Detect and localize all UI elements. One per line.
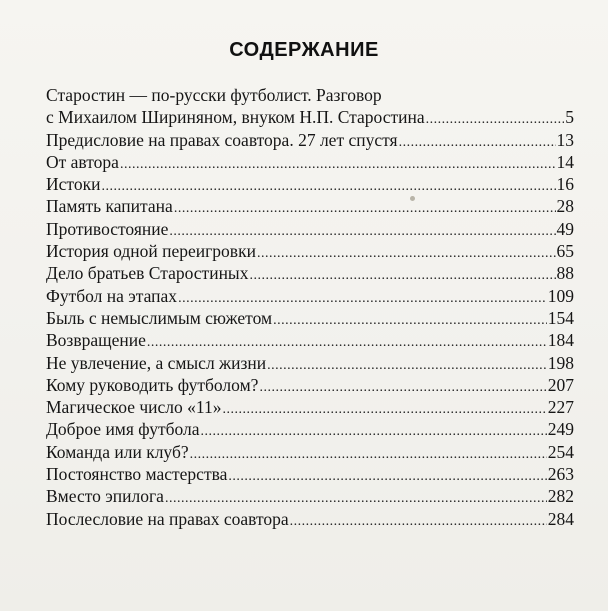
toc-entry	[46, 352, 574, 374]
toc-entry	[46, 441, 574, 463]
toc-entry-label: Возвращение	[46, 330, 146, 351]
toc-entry-page: 254	[547, 441, 574, 462]
toc-entry-page: 284	[547, 508, 574, 529]
toc-entry-page: 5	[565, 107, 574, 128]
paper-speck	[410, 196, 415, 201]
toc-entry	[46, 262, 574, 284]
toc-entry	[46, 173, 574, 195]
toc-entry	[46, 508, 574, 530]
toc-entry-page: 16	[556, 174, 574, 195]
toc-entry-page: 207	[547, 374, 574, 395]
toc-entry	[46, 396, 574, 418]
toc-entry-label: Доброе имя футбола	[46, 419, 200, 440]
toc-entry-label: Дело братьев Старостиных	[46, 263, 249, 284]
toc-entry-label: От автора	[46, 151, 119, 172]
toc-entry-label: Предисловие на правах соавтора. 27 лет спустя	[46, 129, 398, 150]
toc-entry	[46, 418, 574, 440]
toc-entry-label: Послесловие на правах соавтора	[46, 508, 289, 529]
toc-entry-label-line1: Старостин — по-русски футболист. Разговор	[46, 85, 382, 105]
toc-entry	[46, 129, 574, 151]
toc-entry	[46, 195, 574, 217]
toc-entry-label: Память капитана	[46, 196, 173, 217]
toc-entry-page: 227	[547, 397, 574, 418]
toc-entry-page: 282	[547, 486, 574, 507]
toc-entry-page: 154	[547, 307, 574, 328]
toc-entry-label: Быль с немыслимым сюжетом	[46, 307, 273, 328]
toc-entry-label: Противостояние	[46, 218, 169, 239]
toc-entry-page: 14	[556, 151, 574, 172]
toc-entry-page: 65	[556, 241, 574, 262]
toc-entry	[46, 374, 574, 396]
toc-entry-label: Футбол на этапах	[46, 285, 178, 306]
toc-entry-page: 184	[547, 330, 574, 351]
toc-entry	[46, 240, 574, 262]
toc-entry-label: Истоки	[46, 174, 101, 195]
toc-entry-label: Не увлечение, а смысл жизни	[46, 352, 267, 373]
toc-entry-page: 88	[556, 263, 574, 284]
toc-entry-label: История одной переигровки	[46, 241, 256, 262]
table-of-contents	[46, 84, 574, 530]
toc-entry	[46, 307, 574, 329]
toc-entry-label: Постоянство мастерства	[46, 464, 228, 485]
toc-entry	[46, 463, 574, 485]
toc-entry-label: Команда или клуб?	[46, 441, 189, 462]
toc-entry-page: 49	[556, 218, 574, 239]
toc-entry	[46, 485, 574, 507]
toc-leader-dots	[290, 508, 547, 533]
page-title: СОДЕРЖАНИЕ	[229, 39, 379, 61]
toc-entry-page: 28	[556, 196, 574, 217]
toc-entry-page: 109	[547, 285, 574, 306]
toc-entry-label: Вместо эпилога	[46, 486, 164, 507]
toc-entry-label: Магическое число «11»	[46, 397, 222, 418]
toc-entry	[46, 106, 574, 128]
toc-entry-page: 198	[547, 352, 574, 373]
toc-entry	[46, 285, 574, 307]
toc-entry-label: с Михаилом Шириняном, внуком Н.П. Старостина	[46, 107, 425, 128]
toc-entry-page: 13	[556, 129, 574, 150]
toc-entry	[46, 151, 574, 173]
toc-entry-page: 263	[547, 464, 574, 485]
toc-entry	[46, 218, 574, 240]
toc-entry	[46, 329, 574, 351]
toc-entry-label: Кому руководить футболом?	[46, 374, 259, 395]
toc-entry-page: 249	[547, 419, 574, 440]
